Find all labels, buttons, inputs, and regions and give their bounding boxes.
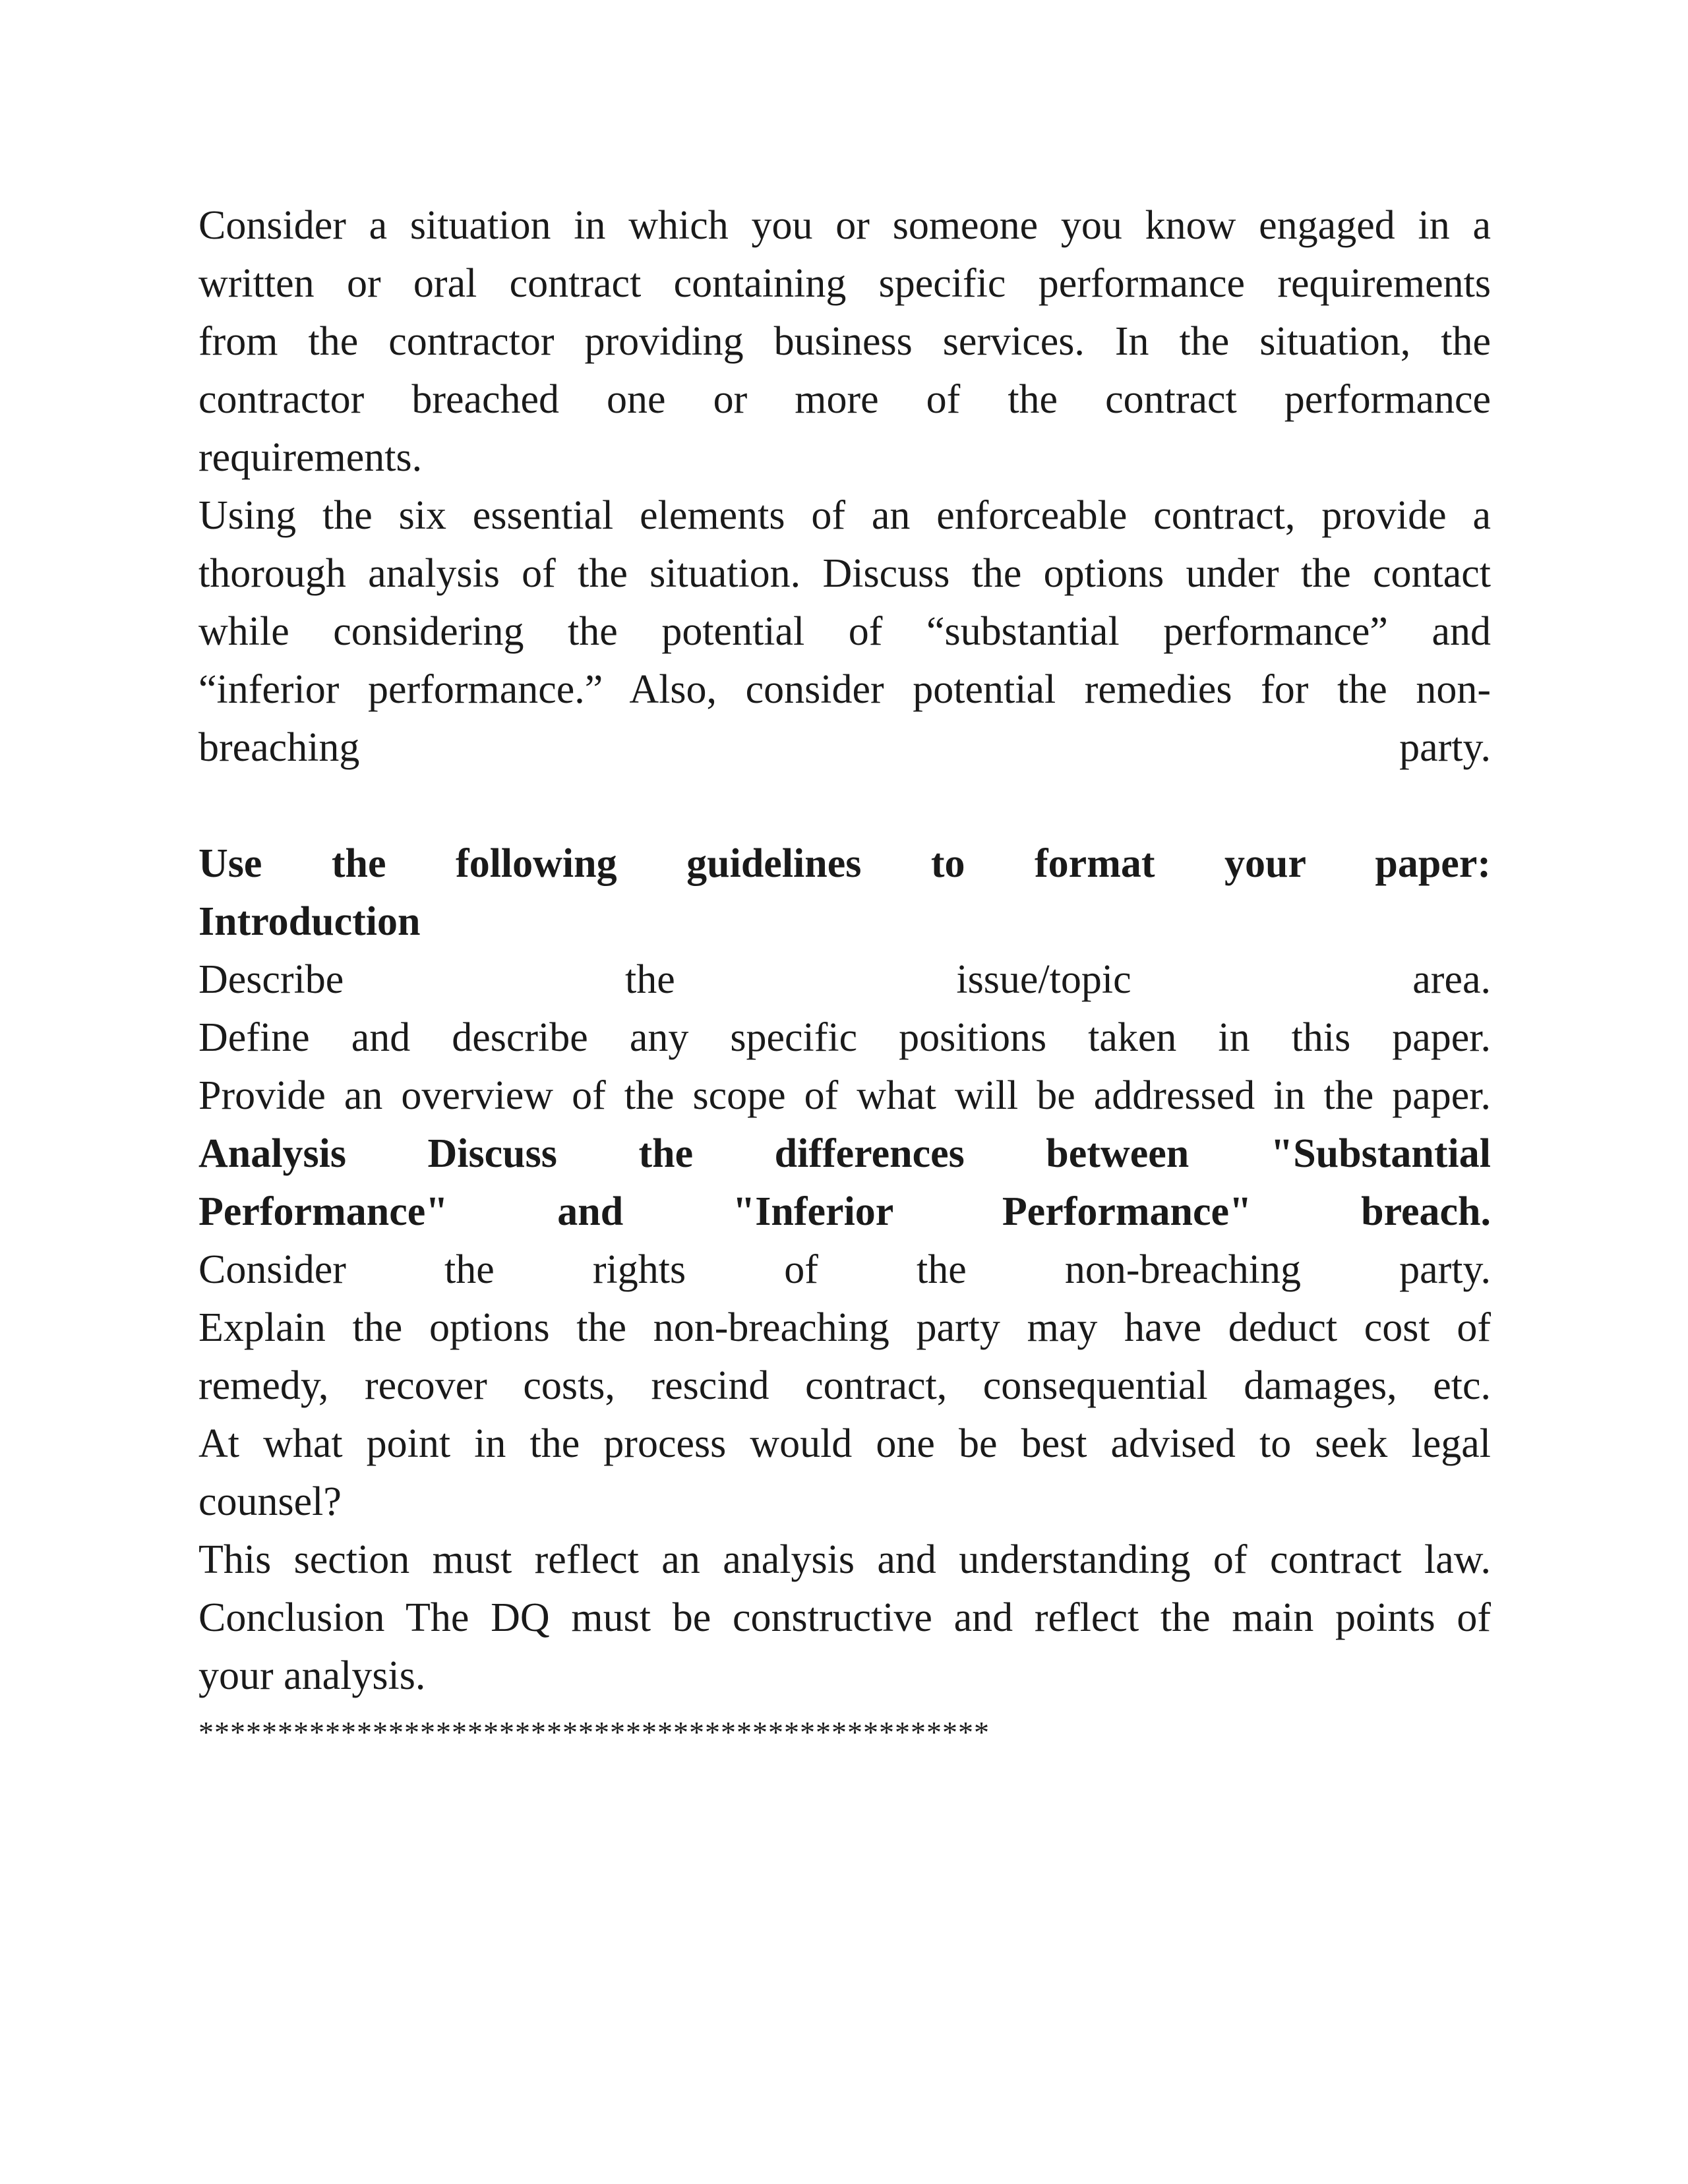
text-line: from the contractor providing business services. In the situation, the [198, 319, 1491, 364]
bold-text-line: Performance" and "Inferior Performance" breach. [198, 1189, 1491, 1234]
text-line: Define and describe any specific positions taken in this paper. [198, 1015, 1491, 1060]
text-line: counsel? [198, 1479, 342, 1524]
separator-line: ************************************************** [198, 1715, 990, 1749]
text-line: Explain the options the non-breaching party may have deduct cost of [198, 1305, 1491, 1350]
text-line: At what point in the process would one be best advised to seek legal [198, 1421, 1491, 1466]
text-line: while considering the potential of “substantial performance” and [198, 609, 1491, 654]
text-line: requirements. [198, 435, 423, 480]
text-line: This section must reflect an analysis and understanding of contract law. [198, 1537, 1491, 1582]
text-line: remedy, recover costs, rescind contract, consequential damages, etc. [198, 1363, 1491, 1408]
text-line: breaching party. [198, 725, 1491, 770]
text-line: Describe the issue/topic area. [198, 957, 1491, 1002]
text-line: written or oral contract containing specific performance requirements [198, 261, 1491, 306]
paragraph-gap [198, 777, 1491, 835]
text-line: thorough analysis of the situation. Discuss the options under the contact [198, 551, 1491, 596]
text-line: “inferior performance.” Also, consider potential remedies for the non- [198, 667, 1491, 712]
document-body [198, 196, 1491, 1752]
text-line: Using the six essential elements of an enforceable contract, provide a [198, 493, 1491, 538]
bold-text-line: Introduction [198, 899, 421, 944]
bold-text-line: Use the following guidelines to format your paper: [198, 841, 1491, 886]
text-line: contractor breached one or more of the contract performance [198, 377, 1491, 422]
text-line: your analysis. [198, 1653, 426, 1698]
text-line: Consider the rights of the non-breaching party. [198, 1247, 1491, 1292]
bold-text-line: Analysis Discuss the differences between "Substantial [198, 1131, 1491, 1176]
text-line: Conclusion The DQ must be constructive and reflect the main points of [198, 1595, 1491, 1640]
text-line: Consider a situation in which you or someone you know engaged in a [198, 203, 1491, 248]
text-line: Provide an overview of the scope of what will be addressed in the paper. [198, 1073, 1491, 1118]
